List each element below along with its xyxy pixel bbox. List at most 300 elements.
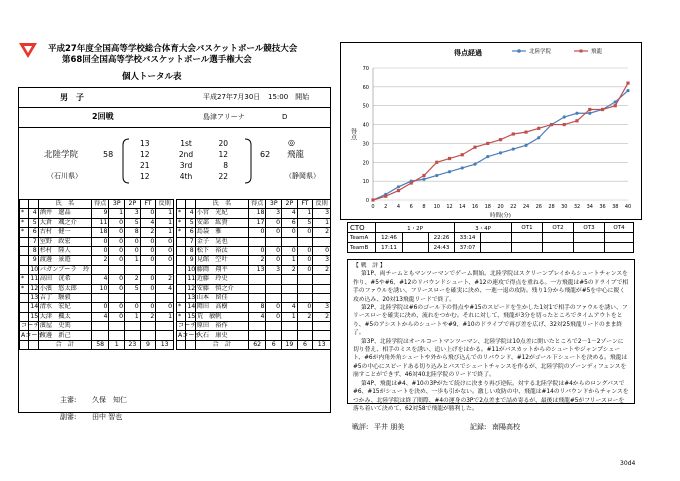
points: 0	[248, 228, 266, 237]
player-name: 近藤 玲史	[195, 275, 248, 284]
cto-cell: TeamA	[348, 233, 376, 243]
q4-label: 4th	[179, 172, 193, 181]
two-pointers: 5	[125, 218, 141, 227]
data-point	[563, 115, 566, 118]
table-row	[20, 246, 174, 255]
score-progress-chart	[340, 42, 642, 220]
y-tick-label: 20	[362, 160, 369, 167]
free-throws: 0	[297, 256, 313, 265]
fouls: 1	[156, 209, 174, 218]
fouls: 0	[156, 246, 174, 255]
free-throws	[297, 237, 313, 246]
points: 62	[248, 340, 266, 349]
legend-label: 飛龍	[591, 49, 603, 55]
jersey-number: 12	[187, 284, 196, 292]
q4-teamB: 22	[218, 172, 228, 181]
three-pointers: 0	[109, 303, 125, 312]
points	[91, 293, 109, 302]
starter-mark	[177, 256, 186, 265]
q3-teamA: 21	[140, 161, 150, 170]
starter-mark	[177, 293, 186, 302]
fouls: 3	[313, 256, 331, 265]
three-pointers: 0	[109, 275, 125, 284]
free-throws: 0	[140, 256, 156, 265]
free-throws: 2	[140, 312, 156, 321]
free-throws	[140, 331, 156, 340]
three-pointers	[109, 293, 125, 302]
legend-marker	[517, 49, 521, 53]
fouls: 1	[156, 218, 174, 227]
fouls: 0	[156, 256, 174, 265]
points	[248, 331, 266, 340]
cto-row	[348, 233, 634, 243]
y-tick-label: 10	[362, 179, 369, 186]
starter-mark	[20, 200, 29, 209]
player-name: 小濱 悠太郎	[38, 284, 91, 293]
starter-mark: コーチ	[21, 322, 40, 330]
jersey-number: 4	[186, 209, 195, 218]
free-throws: 9	[140, 340, 156, 349]
table-header-row	[177, 200, 331, 209]
data-point	[448, 157, 451, 160]
table-total-row	[177, 340, 331, 349]
free-throws	[297, 331, 313, 340]
reporter-label: 戦評:	[352, 423, 369, 431]
data-point	[537, 127, 540, 130]
commentary-paragraph: 第4P、飛龍は#4、#10の3Pがたて続けに決まり再び逆転。対する北陸学院は#4からのロングパスで#6、#15がシュートを決め、一歩も引かない。激しい攻防の中、飛龍は#14のリバウンドからチャンスをつかみ、北陸学院は終了間際、#4の運身の3Pで2点差まで詰め寄るが、最後は飛龍#5がフリースローを落ち着いて決めて、62対58で飛龍が勝利した。	[353, 380, 629, 412]
free-throws: 6	[297, 340, 313, 349]
table-row	[20, 284, 174, 293]
x-tick-label: 4	[396, 204, 401, 210]
table-row	[177, 275, 331, 284]
fouls	[156, 293, 174, 302]
free-throws: 0	[140, 275, 156, 284]
data-point	[524, 131, 527, 134]
cto-header-cell: 1・2P	[376, 223, 455, 233]
starter-mark	[20, 312, 29, 321]
player-name: 島袋 雅	[195, 228, 248, 237]
table-row	[20, 312, 174, 321]
cto-cell	[403, 243, 429, 253]
starter-mark	[177, 200, 186, 209]
commentary-paragraph: 第2P、北陸学院は#6のゴール下の得点や#15のスピードを生かした1対1で相手のファウルを誘い、フリースローを確実に決め、流れをつかむ。それに対して、飛龍が3分を切ったところでタイムアウトをとり、#5のアシストからのシュートや#9、#10のドライブで再び差を広げ、32対25飛龍リードのまま終了。	[353, 305, 628, 337]
two-pointers	[282, 331, 298, 340]
starter-mark	[20, 340, 29, 349]
player-name: 氏 名	[38, 200, 91, 209]
player-name: 室野 政宏	[38, 237, 91, 246]
two-pointers: 3	[125, 209, 141, 218]
cto-cell	[543, 243, 574, 253]
player-name: 古村 健一	[38, 228, 91, 237]
three-pointers: 0	[109, 237, 125, 246]
jersey-number: 7	[186, 237, 195, 246]
umpire-name: 田中 智也	[92, 413, 123, 421]
cto-header-cell: OT3	[574, 223, 605, 233]
table-header-row	[20, 200, 174, 209]
data-point	[550, 123, 553, 126]
recorder-name: 南陽高校	[492, 423, 520, 431]
fouls	[156, 322, 174, 331]
x-tick-label: 32	[573, 204, 581, 210]
free-throws: 0	[140, 209, 156, 218]
free-throws: 2	[140, 228, 156, 237]
data-point	[422, 174, 425, 177]
data-point	[397, 185, 400, 188]
commentary-body	[353, 270, 629, 413]
table-row	[177, 228, 331, 237]
y-tick-label: 60	[362, 84, 369, 91]
jersey-number: 10	[187, 265, 196, 273]
free-throws: 0	[140, 284, 156, 293]
three-pointers: 0	[109, 218, 125, 227]
data-point	[575, 112, 578, 115]
fouls	[313, 275, 331, 284]
commentary-paragraph: 第3P、北陸学院はオールコートマンツーマン、北陸学院は10点差に開いたところで2－1－2ゾーンに切り替え、相手のミスを誘い、追い上げをはかる。#11がバスカットからのシュートやジャンプシュート、#6が内角外角シュートや外から飛び込んでのリバウンド、#12がゴール下シュートを決める。飛龍は#5の中心にスピードある切り込みとパスでシュートチャンスを作るが、北陸学院のゾーンディフェンスを崩すことができず、46対40北陸学院のリードで終了。	[353, 338, 628, 379]
table-row	[20, 275, 174, 284]
x-tick-label: 18	[484, 204, 491, 210]
jersey-number: 15	[30, 312, 39, 320]
data-point	[601, 108, 604, 111]
three-pointers: 6	[266, 340, 282, 349]
y-tick-label: 0	[365, 198, 369, 204]
points: 18	[91, 228, 109, 237]
x-axis-label: 時間(分)	[490, 213, 511, 219]
game-gender: 男 子	[60, 93, 84, 102]
x-tick-label: 38	[612, 204, 619, 210]
points: 0	[248, 246, 266, 255]
reporter-name: 平井 朋美	[374, 423, 405, 431]
cto-cell	[512, 233, 543, 243]
jersey-number: 12	[30, 284, 39, 292]
starter-mark	[177, 340, 186, 349]
x-tick-label: 30	[561, 204, 568, 210]
jersey-number: 9	[29, 256, 38, 265]
quarter-scores	[140, 139, 250, 183]
data-point	[461, 166, 464, 169]
fouls	[313, 237, 331, 246]
data-point	[499, 138, 502, 141]
starter-mark: Aコーチ	[21, 331, 44, 339]
cto-cell	[512, 243, 543, 253]
table-row	[20, 218, 174, 227]
two-pointers: 2P	[282, 200, 298, 209]
jersey-number	[186, 340, 195, 349]
two-pointers: 0	[125, 303, 141, 312]
fouls: 2	[313, 228, 331, 237]
x-tick-label: 28	[548, 204, 555, 210]
quarter-row	[140, 172, 250, 183]
starter-mark	[20, 293, 29, 302]
table-row	[20, 303, 174, 312]
two-pointers	[282, 293, 298, 302]
free-throws: 0	[297, 265, 313, 274]
points: 0	[91, 246, 109, 255]
jersey-number: 13	[187, 294, 196, 301]
data-point	[397, 189, 400, 192]
two-pointers: 4	[282, 209, 298, 218]
jersey-number: 8	[29, 246, 38, 255]
fouls: 1	[156, 312, 174, 321]
points	[91, 331, 109, 340]
fouls	[313, 322, 331, 331]
x-tick-label: 10	[433, 204, 440, 210]
table-row	[177, 293, 331, 302]
table-row	[177, 246, 331, 255]
two-pointers: 4	[282, 303, 298, 312]
cto-header-cell: CTO	[348, 223, 376, 233]
table-row	[177, 256, 331, 265]
data-point	[588, 108, 591, 111]
player-name: 吉丁 駿毅	[38, 293, 91, 302]
free-throws: 4	[140, 218, 156, 227]
free-throws	[297, 284, 313, 293]
two-pointers: 2	[125, 275, 141, 284]
two-pointers: 1	[282, 256, 298, 265]
x-tick-label: 0	[371, 204, 375, 210]
data-point	[512, 147, 515, 150]
table-row	[177, 218, 331, 227]
free-throws: 2	[297, 312, 313, 321]
teamB-player-table	[176, 199, 331, 350]
table-row	[177, 322, 331, 331]
jersey-number: 13	[30, 294, 39, 301]
fouls: 3	[313, 303, 331, 312]
points: 2	[248, 256, 266, 265]
x-tick-label: 40	[624, 204, 632, 210]
jersey-number: 6	[29, 228, 38, 237]
page-id: 30d4	[620, 460, 636, 467]
cto-cell: 12:46	[376, 233, 403, 243]
starter-mark: *	[20, 209, 29, 218]
free-throws: 0	[297, 228, 313, 237]
cto-cell	[481, 243, 512, 253]
data-point	[371, 198, 374, 201]
fouls	[156, 265, 174, 274]
q2-teamB: 12	[218, 150, 228, 159]
teamA-name: 北陸学院	[44, 150, 79, 160]
free-throws	[297, 293, 313, 302]
free-throws: FT	[140, 200, 156, 209]
three-pointers: 0	[109, 246, 125, 255]
game-round: 2回戦	[92, 112, 114, 121]
points	[91, 265, 109, 274]
three-pointers	[266, 331, 282, 340]
y-tick-label: 70	[362, 66, 369, 72]
points: 18	[248, 209, 266, 218]
fouls: 反則	[313, 200, 331, 209]
three-pointers	[266, 284, 282, 293]
jersey-number: 10	[30, 265, 39, 273]
fouls: 1	[156, 228, 174, 237]
player-name: 杉村 陸人	[38, 246, 91, 255]
player-name: 岡田 高樹	[195, 303, 248, 312]
two-pointers: 2P	[125, 200, 141, 209]
jersey-number: 8	[186, 246, 195, 255]
tournament-logo-icon	[18, 40, 38, 60]
three-pointers: 0	[266, 246, 282, 255]
data-point	[626, 89, 629, 92]
points: 9	[91, 209, 109, 218]
three-pointers	[266, 322, 282, 331]
fouls: 13	[313, 340, 331, 349]
teamB-prefecture: （静岡県）	[285, 172, 320, 180]
starter-mark: *	[177, 312, 186, 321]
points: 2	[91, 256, 109, 265]
points	[248, 275, 266, 284]
cto-cell	[574, 243, 605, 253]
starter-mark	[177, 265, 186, 274]
player-name: 大石 康史	[195, 331, 248, 340]
points: 10	[91, 284, 109, 293]
points: 17	[248, 218, 266, 227]
two-pointers	[282, 322, 298, 331]
points: 4	[91, 312, 109, 321]
starter-mark: *	[177, 228, 186, 237]
jersey-number: 6	[186, 228, 195, 237]
q1-teamA: 13	[140, 139, 150, 148]
starter-mark	[20, 256, 29, 265]
jersey-number	[29, 200, 38, 209]
player-name: バガンブーラ 玲	[38, 265, 91, 274]
cto-cell	[605, 233, 634, 243]
x-tick-label: 6	[409, 204, 413, 210]
data-point	[626, 81, 629, 84]
free-throws: 1	[297, 209, 313, 218]
cto-table	[347, 222, 634, 253]
cto-header-row	[348, 223, 634, 233]
teamA-total-score: 58	[103, 150, 114, 159]
points: 4	[91, 275, 109, 284]
commentary-paragraph: 第1P、両チームともマンツーマンでゲーム開始。北陸学院はスクリーンプレイからシュートチャンスを作り、#5や#6、#12のリバウンドシュート、#12の連攻で得点を重ねる。一方飛龍は#5のドライブで相手のファウルを誘い、フリースローを確実に決め、一進一退の攻防。残り1分から飛龍が#5を中心に鋭く攻め込み、20対13飛龍リードで終了。	[353, 271, 629, 303]
player-name: 大津 楓太	[38, 312, 91, 321]
player-name: 原田 裕作	[195, 322, 248, 331]
fouls: 0	[156, 303, 174, 312]
two-pointers	[282, 237, 298, 246]
legend-marker	[580, 50, 583, 53]
three-pointers: 1	[109, 340, 125, 349]
jersey-number: 11	[187, 275, 196, 283]
data-point	[499, 151, 502, 154]
table-row	[20, 256, 174, 265]
starter-mark	[20, 265, 29, 274]
free-throws	[297, 275, 313, 284]
points: 0	[91, 303, 109, 312]
starter-mark: *	[177, 303, 186, 312]
fouls	[313, 293, 331, 302]
starter-mark: *	[20, 218, 29, 227]
free-throws: FT	[297, 200, 313, 209]
points: 58	[91, 340, 109, 349]
jersey-number: 14	[187, 303, 196, 311]
fouls: 2	[156, 275, 174, 284]
y-tick-label: 40	[362, 122, 369, 129]
y-tick-label: 30	[362, 141, 369, 148]
data-point	[524, 144, 527, 147]
cto-header-cell: OT2	[543, 223, 574, 233]
data-point	[410, 181, 413, 184]
two-pointers: 1	[125, 256, 141, 265]
table-row	[20, 265, 174, 274]
points	[248, 293, 266, 302]
fouls: 0	[313, 246, 331, 255]
table-row	[20, 331, 174, 340]
x-tick-label: 14	[459, 204, 466, 210]
jersey-number: 4	[29, 209, 38, 218]
cto-cell	[403, 233, 429, 243]
jersey-number	[29, 340, 38, 349]
data-point	[575, 119, 578, 122]
data-point	[588, 112, 591, 115]
table-row	[177, 331, 331, 340]
quarter-row	[140, 139, 250, 150]
data-point	[473, 146, 476, 149]
two-pointers: 0	[282, 228, 298, 237]
x-tick-label: 22	[510, 204, 517, 210]
q3-label: 3rd	[179, 161, 193, 170]
fouls: 4	[156, 284, 174, 293]
cto-header-cell: 3・4P	[455, 223, 512, 233]
x-tick-label: 24	[522, 204, 530, 210]
three-pointers: 3P	[266, 200, 282, 209]
three-pointers	[109, 322, 125, 331]
player-name: 氏 名	[195, 200, 248, 209]
three-pointers: 1	[109, 209, 125, 218]
free-throws	[140, 293, 156, 302]
player-name: 大倉 颯之介	[38, 218, 91, 227]
three-pointers	[109, 265, 125, 274]
starter-mark	[177, 246, 186, 255]
three-pointers: 0	[109, 312, 125, 321]
starter-mark	[20, 237, 29, 246]
two-pointers	[125, 331, 141, 340]
points	[248, 284, 266, 293]
x-tick-label: 36	[599, 204, 606, 210]
three-pointers	[266, 293, 282, 302]
points	[248, 237, 266, 246]
teamA-player-table	[19, 199, 174, 350]
three-pointers	[109, 331, 125, 340]
table-total-row	[20, 340, 174, 349]
two-pointers: 8	[125, 228, 141, 237]
starter-mark: コーチ	[178, 322, 197, 330]
player-name: 松下 裕汰	[195, 246, 248, 255]
cto-cell	[543, 233, 574, 243]
jersey-number: 14	[30, 303, 39, 311]
two-pointers: 6	[282, 218, 298, 227]
table-row	[177, 303, 331, 312]
player-name: 安部 紘貴	[195, 218, 248, 227]
three-pointers: 0	[109, 284, 125, 293]
data-point	[422, 178, 425, 181]
free-throws: 0	[297, 303, 313, 312]
free-throws	[140, 322, 156, 331]
game-date: 平成27年7月30日	[203, 93, 261, 101]
points	[91, 322, 109, 331]
player-name: 高田 洸希	[38, 275, 91, 284]
points: 13	[248, 265, 266, 274]
player-name: 濱屋 史篤	[38, 322, 91, 331]
divider	[18, 127, 331, 128]
x-tick-label: 20	[497, 204, 504, 210]
jersey-number: 5	[186, 218, 195, 227]
fouls: 3	[313, 209, 331, 218]
player-name: 渡邊 景遊	[38, 256, 91, 265]
table-row	[177, 265, 331, 274]
player-name: 藤岡 翔平	[195, 265, 248, 274]
two-pointers: 1	[125, 312, 141, 321]
two-pointers: 23	[125, 340, 141, 349]
data-point	[473, 163, 476, 166]
